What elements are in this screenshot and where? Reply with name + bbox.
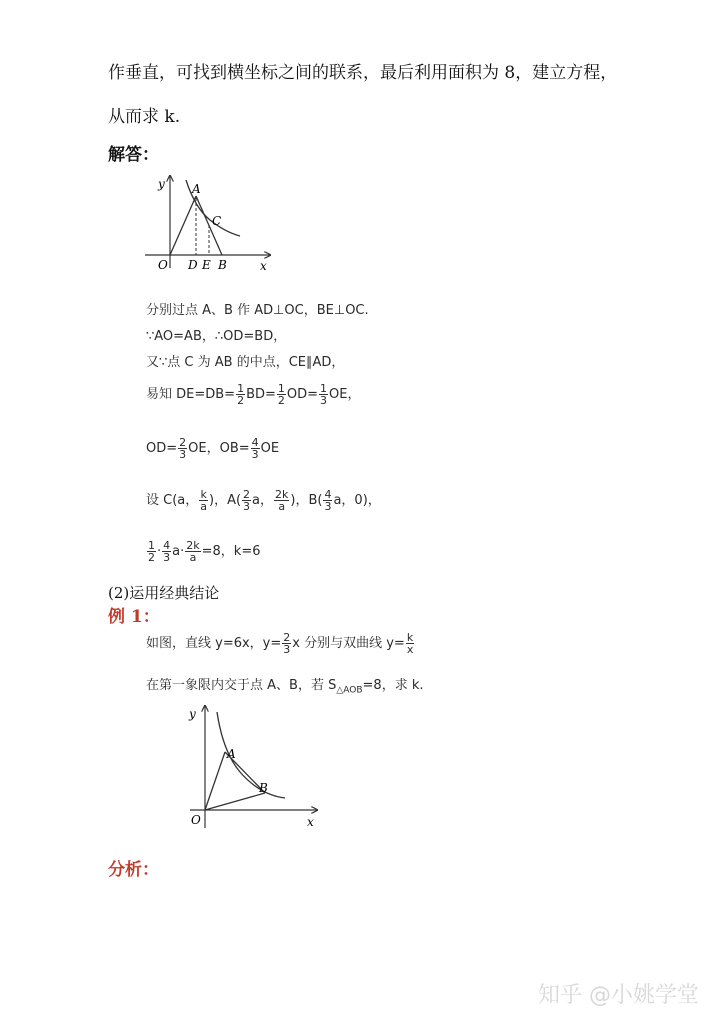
fraction-half-1: $\frac{1}{2}$ xyxy=(237,382,245,407)
solution-line-2: ∵AO=AB，∴OD=BD， xyxy=(146,329,287,344)
fraction-2k-over-a-b: $\frac{2k}{a}$ xyxy=(186,539,200,564)
s6-mid2: a， xyxy=(252,493,274,508)
figure-1 xyxy=(140,168,280,278)
fig1-label-x: x xyxy=(260,259,267,273)
section-2-heading: (2)运用经典结论 xyxy=(108,584,220,602)
fraction-two-thirds: $\frac{2}{3}$ xyxy=(179,436,187,461)
fig2-label-y: y xyxy=(189,707,196,721)
s7-c: =8，k=6 xyxy=(201,544,261,559)
fig1-label-o: O xyxy=(158,258,168,272)
s4-mid1: BD= xyxy=(246,387,276,402)
fig1-label-d: D xyxy=(188,258,198,272)
line-oa xyxy=(205,752,225,810)
fig1-label-a: A xyxy=(192,182,201,196)
s4-mid2: OD= xyxy=(286,387,319,402)
segment-oa xyxy=(170,196,196,255)
fig1-label-c: C xyxy=(212,214,222,228)
ex-l2: 在第一象限内交于点 A、B，若 S xyxy=(146,678,337,693)
s6-suffix: a，0)， xyxy=(333,493,381,508)
fig1-label-y: y xyxy=(158,177,165,191)
fraction-four-thirds: $\frac{4}{3}$ xyxy=(251,436,259,461)
fraction-2k-over-a: $\frac{2k}{a}$ xyxy=(275,488,289,513)
s6-mid3: )，B( xyxy=(290,493,323,508)
s4-prefix: 易知 DE=DB= xyxy=(146,387,236,402)
fig2-label-o: O xyxy=(191,813,201,827)
ex-l2-tail: =8，求 k. xyxy=(362,678,424,693)
ex-l1-b: x 分别与双曲线 y= xyxy=(292,636,405,651)
fraction-two-thirds-ex: $\frac{2}{3}$ xyxy=(283,631,291,656)
s5-b: OE，OB= xyxy=(188,441,250,456)
s6-mid1: )，A( xyxy=(209,493,242,508)
fig2-label-a: A xyxy=(227,747,236,761)
intro-line-2: 从而求 k. xyxy=(108,107,181,127)
ex-l2-sub: △AOB xyxy=(336,685,363,696)
solution-line-1: 分别过点 A、B 作 AD⊥OC，BE⊥OC. xyxy=(146,303,369,318)
s4-suffix: OE， xyxy=(329,387,361,402)
fraction-k-over-a: $\frac{k}{a}$ xyxy=(200,488,207,513)
example-line-2 xyxy=(146,674,424,696)
fraction-two-thirds-b: $\frac{2}{3}$ xyxy=(243,488,251,513)
solution-line-5 xyxy=(146,437,279,460)
intro-line-1: 作垂直，可找到横坐标之间的联系，最后利用面积为 8，建立方程， xyxy=(108,63,618,83)
fig1-label-e: E xyxy=(202,258,211,272)
fraction-k-over-x: $\frac{k}{x}$ xyxy=(406,631,414,656)
fig2-label-x: x xyxy=(307,815,314,829)
solution-line-6 xyxy=(146,489,381,512)
ex-l1-a: 如图，直线 y=6x，y= xyxy=(146,636,282,651)
example-heading: 例 1： xyxy=(108,607,160,627)
fraction-half-3: $\frac{1}{2}$ xyxy=(148,539,155,564)
line-ob xyxy=(205,793,265,810)
s7-a: · xyxy=(157,544,162,559)
fraction-four-thirds-b: $\frac{4}{3}$ xyxy=(324,488,332,513)
fraction-four-thirds-c: $\frac{4}{3}$ xyxy=(163,539,171,564)
example-line-1 xyxy=(146,632,415,655)
solution-line-4 xyxy=(146,383,361,406)
s6-prefix: 设 C(a， xyxy=(146,493,199,508)
figure-2 xyxy=(175,700,325,835)
s7-b: a· xyxy=(172,544,185,559)
fig2-label-b: B xyxy=(259,781,268,795)
watermark: 知乎 @小姚学堂 xyxy=(538,983,699,1008)
fraction-half-2: $\frac{1}{2}$ xyxy=(277,382,285,407)
solution-line-7 xyxy=(146,540,260,563)
solution-line-3: 又∵点 C 为 AB 的中点，CE∥AD， xyxy=(146,355,345,370)
analysis-heading: 分析： xyxy=(108,860,159,880)
fraction-third: $\frac{1}{3}$ xyxy=(320,382,328,407)
s5-c: OE xyxy=(260,441,280,456)
fig1-label-b: B xyxy=(218,258,227,272)
s5-a: OD= xyxy=(146,441,178,456)
answer-heading: 解答： xyxy=(108,145,159,165)
